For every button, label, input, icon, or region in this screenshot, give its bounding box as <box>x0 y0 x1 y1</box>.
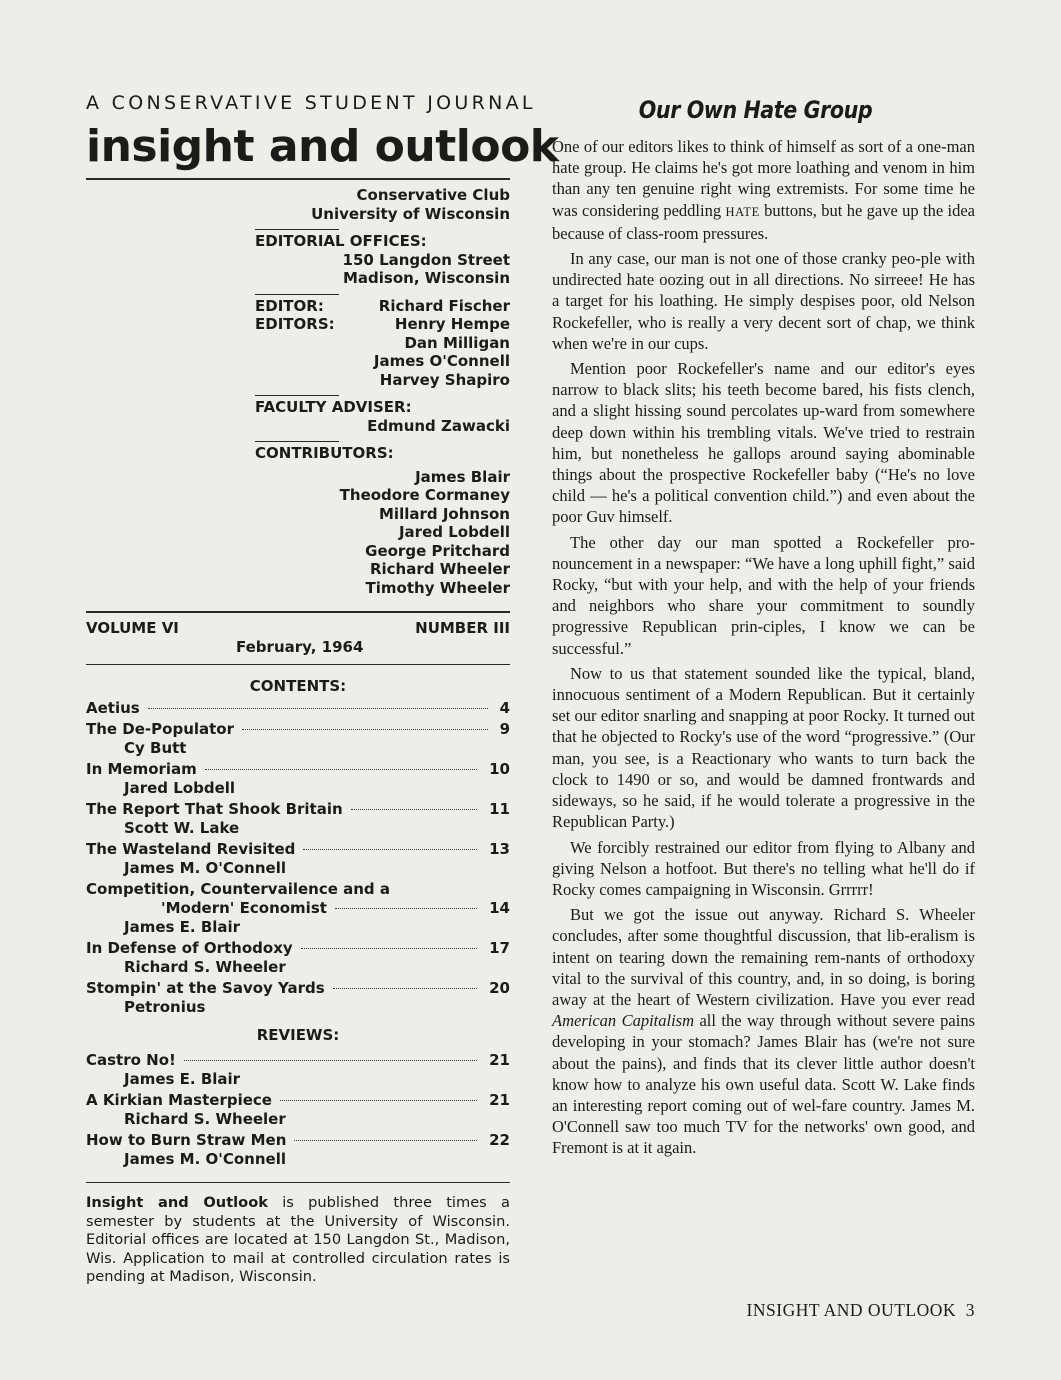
contents-item-title-line-1: Competition, Countervailence and a <box>86 880 390 898</box>
article-text: buttons, but he gave up the idea because of class-room pressures. <box>552 200 975 243</box>
editor-label: EDITOR: <box>255 296 324 315</box>
number-label: NUMBER III <box>415 619 510 637</box>
article-text: One of our editors likes to think of himself as sort of a one-man hate group. He claims he's got more loathing and venom in him than any ten genuine right wing extremists. For some time he was considering peddling <box>552 137 975 220</box>
contents-item-title: Stompin' at the Savoy Yards <box>86 979 325 997</box>
issue-date: February, 1964 <box>236 638 364 656</box>
contents-item-page: 10 <box>489 760 510 778</box>
article-text: But we got the issue out anyway. Richard S. Wheeler concludes, after some thoughtful discussion, that lib-eralism is intent on tearing down the remaining rem-nants of orthodoxy vital to the survival of this country, and, in so doing, is boring away at the heart of Western civilization. Have you ever read <box>552 905 975 1009</box>
contributor-name: James Blair <box>415 467 510 486</box>
colophon-name: Insight and Outlook <box>86 1194 268 1211</box>
contributor-name: Richard Wheeler <box>369 560 510 578</box>
article-book-title: American Capitalism <box>552 1011 695 1031</box>
review-item-author: James E. Blair <box>124 1070 241 1088</box>
contributor-name: Jared Lobdell <box>398 523 510 541</box>
review-item-page: 22 <box>489 1131 510 1149</box>
journal-kicker: A CONSERVATIVE STUDENT JOURNAL <box>86 92 536 114</box>
contents-item <box>86 800 510 837</box>
contents-item-author: Richard S. Wheeler <box>124 958 286 976</box>
offices-label: EDITORIAL OFFICES: <box>255 232 427 250</box>
editor-name: Henry Hempe <box>394 315 510 333</box>
contents-item <box>86 840 510 877</box>
leader-dots <box>301 948 477 949</box>
leader-dots <box>294 1140 477 1141</box>
contributor-name: George Pritchard <box>365 541 510 560</box>
adviser-label: FACULTY ADVISER: <box>255 398 412 416</box>
offices-line-1: 150 Langdon Street <box>342 250 510 269</box>
article-paragraph <box>552 904 975 1158</box>
article-paragraph: In any case, our man is not one of those cranky peo-ple with undirected hate oozing out in all directions. No sirreee! He has a target for his loathing. He simply despises poor, old Nelson Rockefeller, who is really a very decent sort of chap, we think when we're in our cups. <box>552 249 975 353</box>
colophon-rule <box>86 1182 510 1183</box>
volume-label: VOLUME VI <box>86 619 179 637</box>
contributors-label: CONTRIBUTORS: <box>255 444 394 462</box>
leader-dots <box>280 1100 477 1101</box>
contents-item <box>86 979 510 1016</box>
page-footer <box>747 1300 975 1321</box>
editors-block <box>86 297 510 390</box>
article-smallcaps: HATE <box>725 204 760 219</box>
review-item-author: Richard S. Wheeler <box>124 1110 286 1128</box>
contributor-name: Theodore Cormaney <box>339 486 510 504</box>
leader-dots <box>303 849 477 850</box>
contents-item-author: James M. O'Connell <box>124 859 286 877</box>
contents-heading: CONTENTS: <box>249 677 347 695</box>
volume-rule-top <box>86 611 510 613</box>
issue-info <box>86 619 510 638</box>
volume-rule-bottom <box>86 664 510 665</box>
contents-item-title: In Defense of Orthodoxy <box>86 939 293 957</box>
leader-dots <box>184 1060 477 1061</box>
article-headline: Our Own Hate Group <box>638 96 873 124</box>
offices-line-2: Madison, Wisconsin <box>343 269 510 287</box>
divider <box>255 229 339 230</box>
org-line-2: University of Wisconsin <box>311 204 510 223</box>
contents-item-title: The Wasteland Revisited <box>86 840 296 858</box>
leader-dots <box>351 809 477 810</box>
article-paragraph: We forcibly restrained our editor from flying to Albany and giving Nelson a hotfoot. But there's no telling what he'll do if Rocky comes campaigning in Wisconsin. Grrrrr! <box>552 837 975 899</box>
contents-item-page: 20 <box>489 979 510 997</box>
leader-dots <box>333 988 477 989</box>
article-text: all the way through without severe pains developing in your stomach? James Blair has (we're not sure about the pains), and finds that its clever little author doesn't know how to analyze his own useful data. Scott W. Lake finds an interesting report coming out of wel-fare country. James M. O'Connell saw too much TV for the networks' own good, and Fremont is at it again. <box>552 1011 975 1158</box>
contents-item-page: 11 <box>489 800 510 818</box>
contents-item-author: Petronius <box>124 998 206 1016</box>
page-number: 3 <box>965 1300 975 1320</box>
review-item-page: 21 <box>489 1051 510 1069</box>
masthead-rule <box>86 178 510 180</box>
article-paragraph: The other day our man spotted a Rockefeller pro-nouncement in a newspaper: “We have a long uphill fight,” said Rocky, “but with your help, and with the help of your friends and neighbors who share your commitment to soundly progressive Republican prin-ciples, I know we can be successful.” <box>552 532 975 658</box>
divider <box>255 395 339 396</box>
leader-dots <box>148 708 488 709</box>
contents-item <box>86 760 510 797</box>
contents-item <box>86 880 510 936</box>
leader-dots <box>205 769 477 770</box>
contents-list <box>86 699 510 1016</box>
contents-item-author: Scott W. Lake <box>124 819 240 837</box>
editor-name: Dan Milligan <box>404 333 510 352</box>
review-item <box>86 1131 510 1168</box>
review-item-page: 21 <box>489 1091 510 1109</box>
contents-item-author: Jared Lobdell <box>124 779 236 797</box>
reviews-heading: REVIEWS: <box>256 1026 340 1044</box>
contributor-name: Millard Johnson <box>379 504 510 523</box>
contents-item-page: 14 <box>489 899 510 917</box>
review-item-title: How to Burn Straw Men <box>86 1131 287 1149</box>
review-item <box>86 1051 510 1088</box>
colophon-text: is published three times a semester by students at the University of Wisconsin. Editorial offices are located at 150 Langdon St., Madison, Wis. Application to mail at controlled circulation rates is pending at Madison, Wisconsin. <box>86 1194 510 1286</box>
contents-item-title: In Memoriam <box>86 760 197 778</box>
article-body <box>552 136 975 1159</box>
footer-title: INSIGHT AND OUTLOOK <box>746 1300 956 1320</box>
article-paragraph: Mention poor Rockefeller's name and our editor's eyes narrow to black slits; his teeth become bared, his fists clench, and a slight hissing sound percolates up-ward from somewhere deep down within his trembling vitals. We've tried to restrain him, but nonetheless he gallops around saying abominable things about the prospective Rockefeller baby (“He's no love child — he's a political convention child.”) and even about the poor Guv himself. <box>552 359 975 527</box>
contents-item-title: 'Modern' Economist <box>161 899 327 917</box>
org-line-1: Conservative Club <box>356 186 510 204</box>
contents-item-title: The Report That Shook Britain <box>86 800 343 818</box>
contents-item-author: James E. Blair <box>124 918 241 936</box>
leader-dots <box>335 908 477 909</box>
contents-item <box>86 720 510 757</box>
divider <box>255 294 339 295</box>
contents-item-title: The De-Populator <box>86 720 235 738</box>
contents-item-page: 4 <box>499 699 510 717</box>
contents-item-title: Aetius <box>86 699 140 717</box>
divider <box>255 441 339 442</box>
editor-name: Richard Fischer <box>378 296 510 315</box>
article-paragraph: Now to us that statement sounded like the typical, bland, innocuous sentiment of a Modern Republican. But it certainly set our editor snarling and snapping at poor Rocky. It turned out that he objected to Rocky's use of the word “progressive.” (Our man, you see, is a Reactionary who wants to turn back the clock to 1490 or so, and would be damned frontwards and sideways, so he said, if he would tolerate a progressive in the Republican Party.) <box>552 663 975 832</box>
left-column <box>86 88 559 1287</box>
journal-title: insight and outlook <box>86 121 559 172</box>
contributor-name: Timothy Wheeler <box>365 578 510 597</box>
contents-item-author: Cy Butt <box>124 739 187 757</box>
article-paragraph <box>552 136 975 244</box>
review-item <box>86 1091 510 1128</box>
contents-item <box>86 699 510 718</box>
review-item-author: James M. O'Connell <box>124 1150 286 1168</box>
colophon <box>86 1194 510 1287</box>
leader-dots <box>242 729 488 730</box>
adviser-name: Edmund Zawacki <box>367 416 510 435</box>
review-item-title: A Kirkian Masterpiece <box>86 1091 272 1109</box>
contents-item-page: 9 <box>499 720 510 738</box>
contents-item-page: 17 <box>489 939 510 957</box>
editor-name: James O'Connell <box>373 352 510 370</box>
review-item-title: Castro No! <box>86 1051 176 1069</box>
contents-item-page: 13 <box>489 840 510 858</box>
editor-name: Harvey Shapiro <box>379 370 510 389</box>
contents-item <box>86 939 510 976</box>
right-column <box>552 96 975 1159</box>
reviews-list <box>86 1051 510 1168</box>
editors-label: EDITORS: <box>255 315 335 333</box>
